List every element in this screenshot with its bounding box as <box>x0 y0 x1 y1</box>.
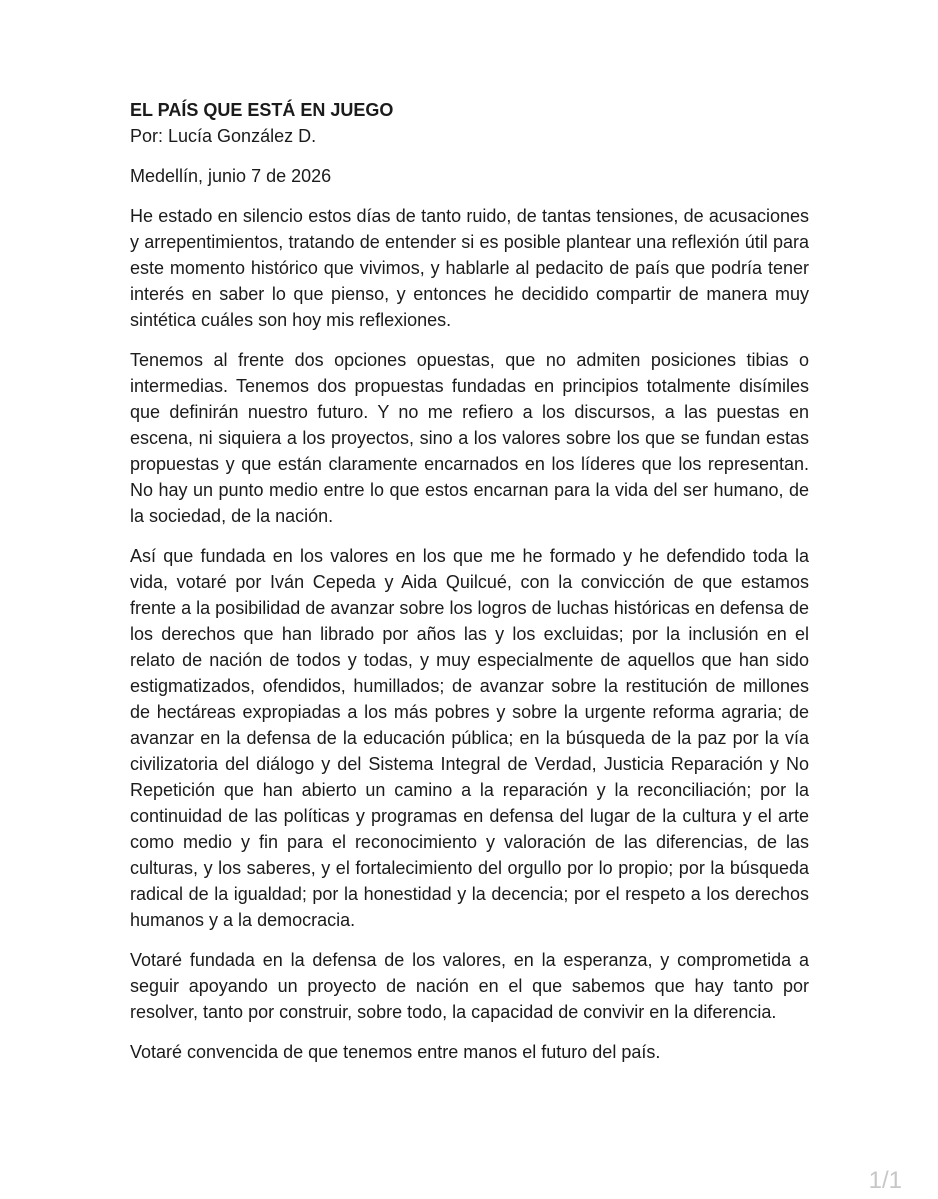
paragraph-2: Tenemos al frente dos opciones opuestas, que no admiten posiciones tibias o intermedias. Tenemos dos propuestas fundadas en principios totalmente disímiles que definirán nuestro futuro. Y no me refiero a los discursos, a las puestas en escena, ni siquiera a los proyectos, sino a los valores sobre los que se fundan estas propuestas y que están claramente encarnados en los líderes que los representan. No hay un punto medio entre lo que estos encarnan para la vida del ser humano, de la sociedad, de la nación. <box>130 350 809 526</box>
document-title: EL PAÍS QUE ESTÁ EN JUEGO <box>130 100 394 120</box>
paragraph-5: Votaré convencida de que tenemos entre manos el futuro del país. <box>130 1042 661 1062</box>
paragraph-1: He estado en silencio estos días de tanto ruido, de tantas tensiones, de acusaciones y arrepentimientos, tratando de entender si es posible plantear una reflexión útil para este momento histórico que vivimos, y hablarle al pedacito de país que podría tener interés en saber lo que pienso, y entonces he decidido compartir de manera muy sintética cuáles son hoy mis reflexiones. <box>130 206 809 330</box>
document-date: Medellín, junio 7 de 2026 <box>130 166 332 186</box>
document-page <box>130 97 809 1079</box>
page-indicator: 1/1 <box>868 1167 902 1194</box>
document-author: Por: Lucía González D. <box>130 126 317 146</box>
paragraph-4: Votaré fundada en la defensa de los valores, en la esperanza, y comprometida a seguir apoyando un proyecto de nación en el que sabemos que hay tanto por resolver, tanto por construir, sobre todo, la capacidad de convivir en la diferencia. <box>130 950 809 1022</box>
paragraph-3: Así que fundada en los valores en los que me he formado y he defendido toda la vida, votaré por Iván Cepeda y Aida Quilcué, con la convicción de que estamos frente a la posibilidad de avanzar sobre los logros de luchas históricas en defensa de los derechos que han librado por años las y los excluidas; por la inclusión en el relato de nación de todos y todas, y muy especialmente de aquellos que han sido estigmatizados, ofendidos, humillados; de avanzar sobre la restitución de millones de hectáreas expropiadas a los más pobres y sobre la urgente reforma agraria; de avanzar en la defensa de la educación pública; en la búsqueda de la paz por la vía civilizatoria del diálogo y del Sistema Integral de Verdad, Justicia Reparación y No Repetición que han abierto un camino a la reparación y la reconciliación; por la continuidad de las políticas y programas en defensa del lugar de la cultura y el arte como medio y fin para el reconocimiento y valoración de las diferencias, de las culturas, y los saberes, y el fortalecimiento del orgullo por lo propio; por la búsqueda radical de la igualdad; por la honestidad y la decencia; por el respeto a los derechos humanos y a la democracia. <box>130 546 809 930</box>
